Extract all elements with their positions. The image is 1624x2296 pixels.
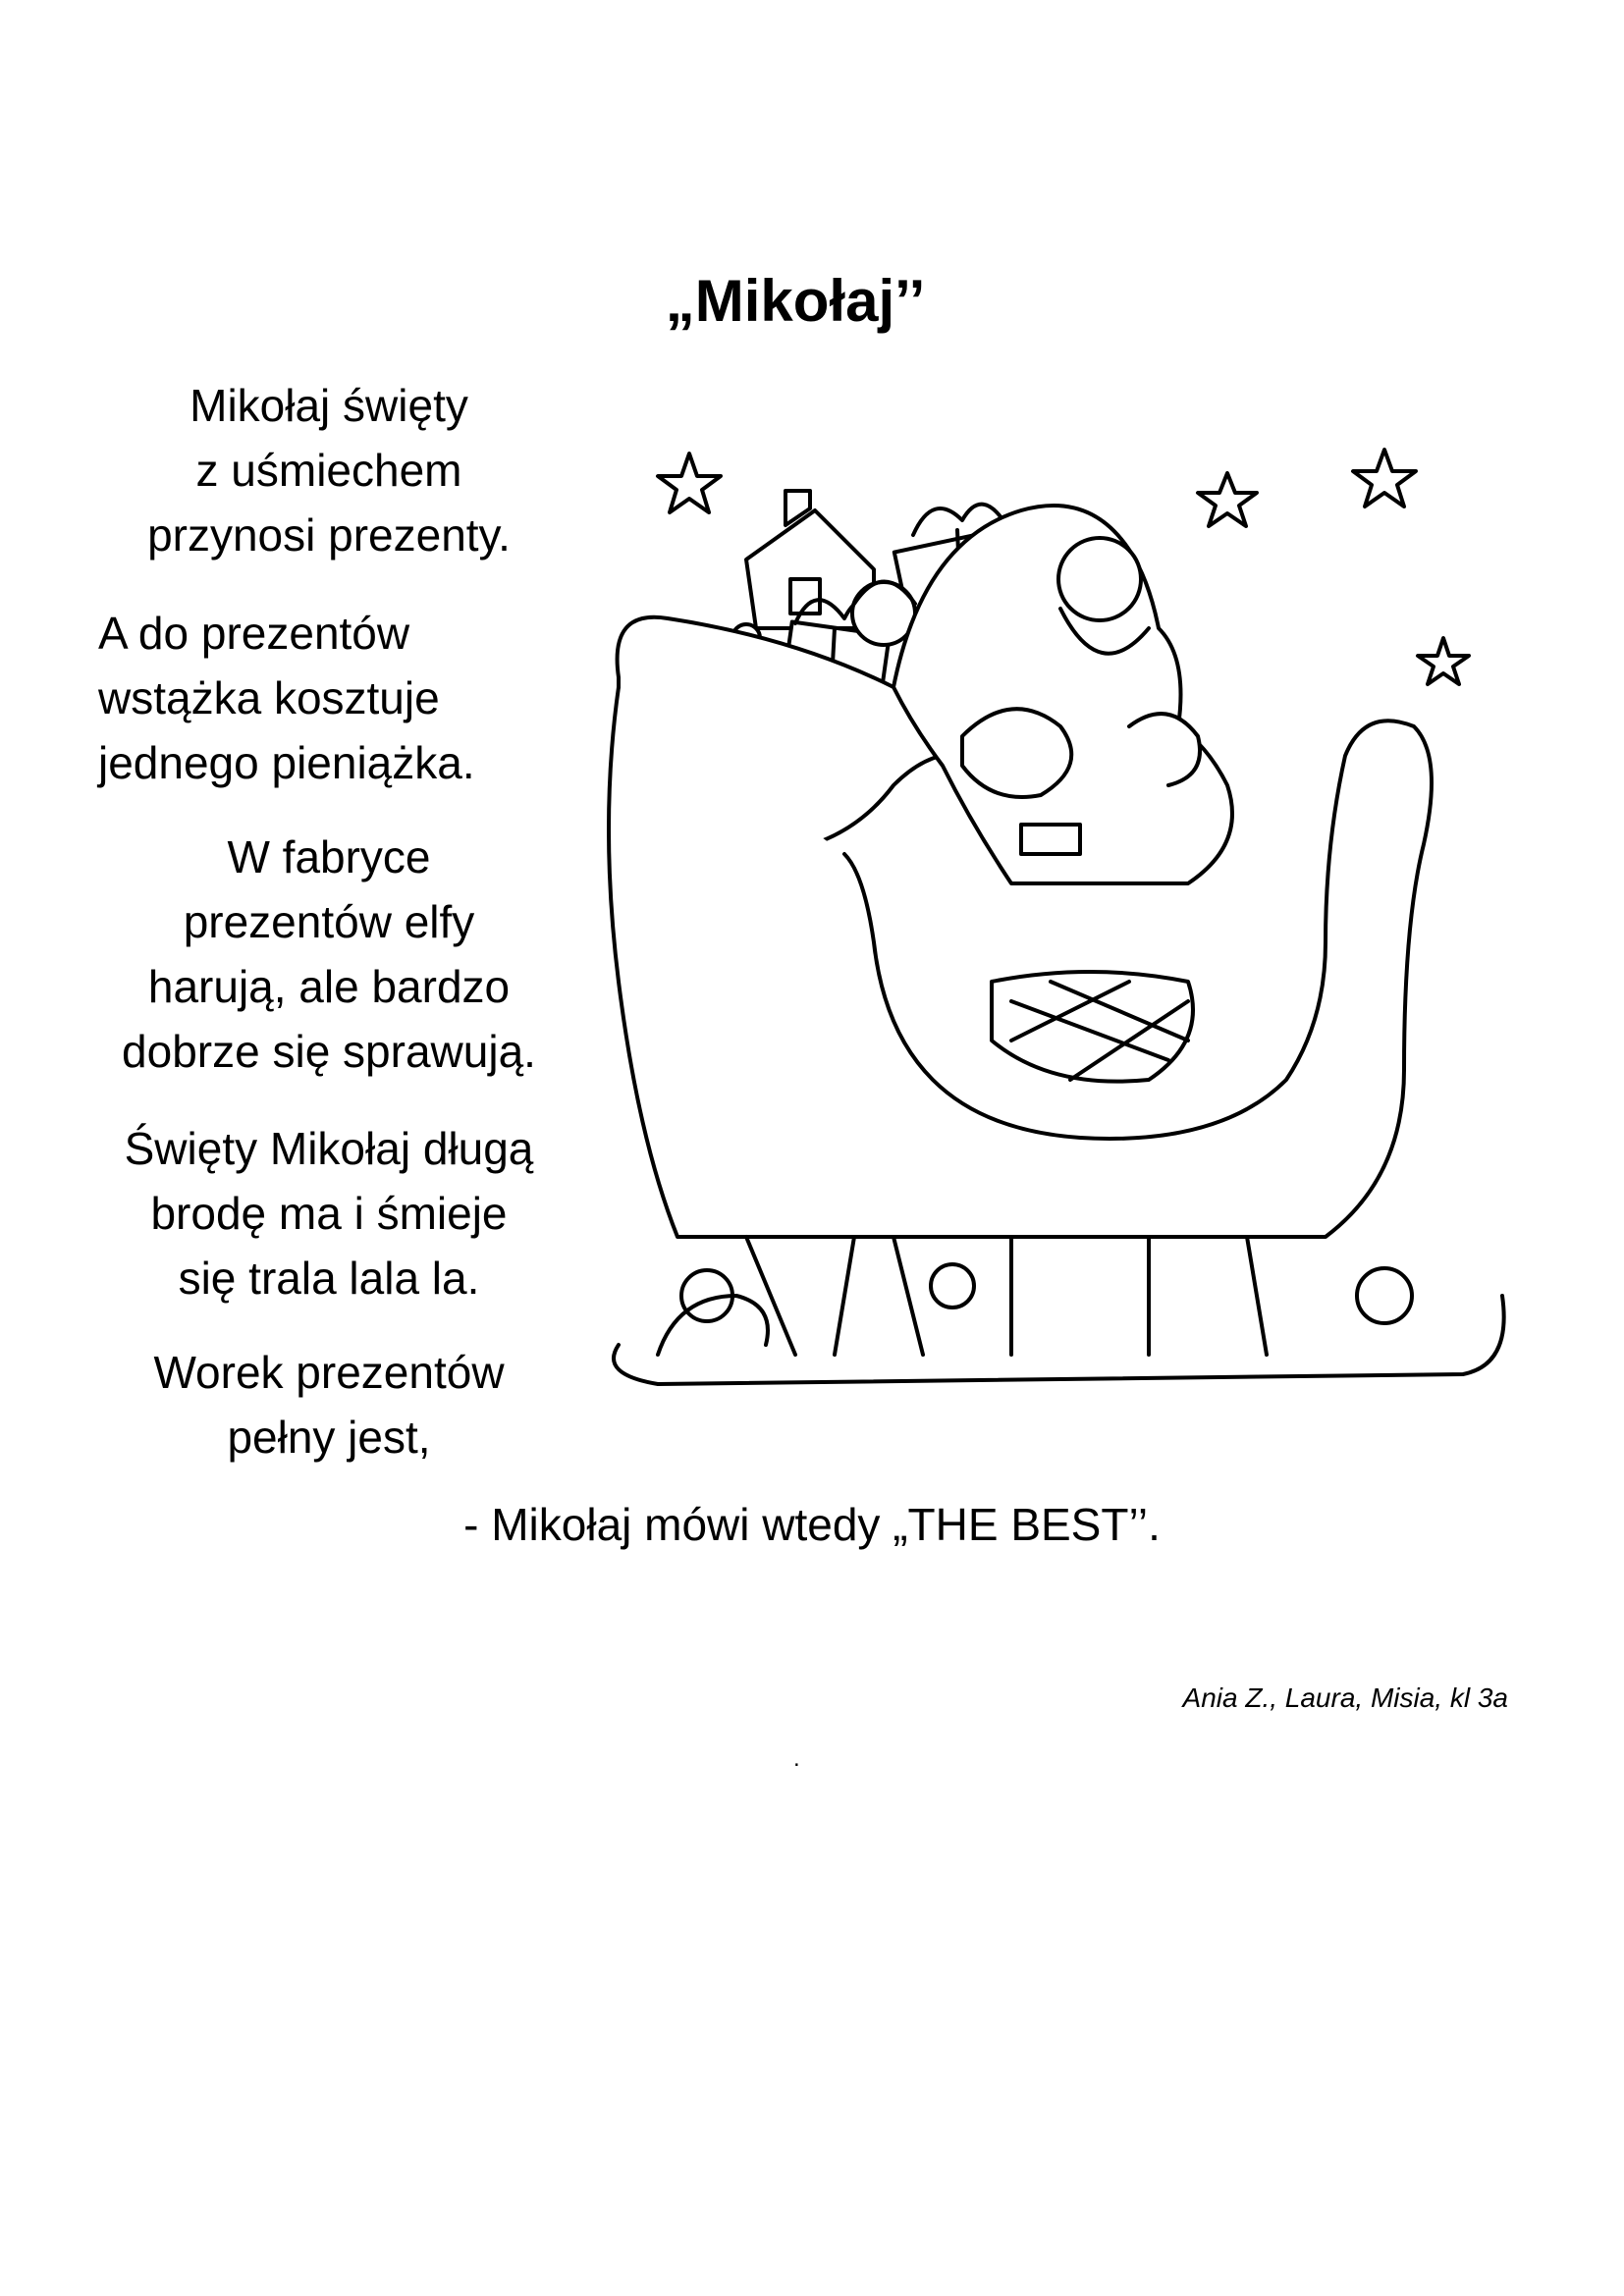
star-icon xyxy=(1418,638,1469,684)
stanza-3 xyxy=(93,825,565,1084)
star-icon xyxy=(658,454,721,512)
stanza-line: W fabryce xyxy=(227,831,431,882)
stray-dot: . xyxy=(793,1745,800,1772)
stanza-line: prezentów elfy xyxy=(183,896,475,947)
stanza-4 xyxy=(93,1116,565,1310)
stanza-line: wstążka kosztuje xyxy=(98,672,440,723)
stanza-line: A do prezentów xyxy=(98,608,410,659)
stanza-line: dobrze się sprawują. xyxy=(122,1026,536,1077)
stanza-line: pełny jest, xyxy=(227,1412,431,1463)
stanza-line: Święty Mikołaj długą xyxy=(124,1123,534,1174)
stanza-line: Worek prezentów xyxy=(153,1347,505,1398)
final-line: - Mikołaj mówi wtedy „THE BEST’’. xyxy=(463,1499,1161,1550)
stanza-line: z uśmiechem xyxy=(195,445,462,496)
stanza-line: jednego pieniążka. xyxy=(98,737,475,788)
poem-title: „Mikołaj’’ xyxy=(665,268,926,334)
stanza-line: przynosi prezenty. xyxy=(147,509,511,561)
author-credit: Ania Z., Laura, Misia, kl 3a xyxy=(1182,1682,1508,1713)
stanza-line: się trala lala la. xyxy=(178,1253,480,1304)
stanza-line: harują, ale bardzo xyxy=(147,961,511,1012)
stanza-1 xyxy=(98,373,560,567)
stanza-2 xyxy=(98,601,569,795)
santa-claus xyxy=(893,506,1232,883)
stanza-line: Mikołaj święty xyxy=(189,380,468,431)
star-icon xyxy=(1198,473,1257,526)
santa-sleigh-illustration xyxy=(599,432,1532,1433)
star-icon xyxy=(1353,450,1416,507)
stanza-5 xyxy=(93,1340,565,1469)
stanza-line: brodę ma i śmieje xyxy=(150,1188,508,1239)
